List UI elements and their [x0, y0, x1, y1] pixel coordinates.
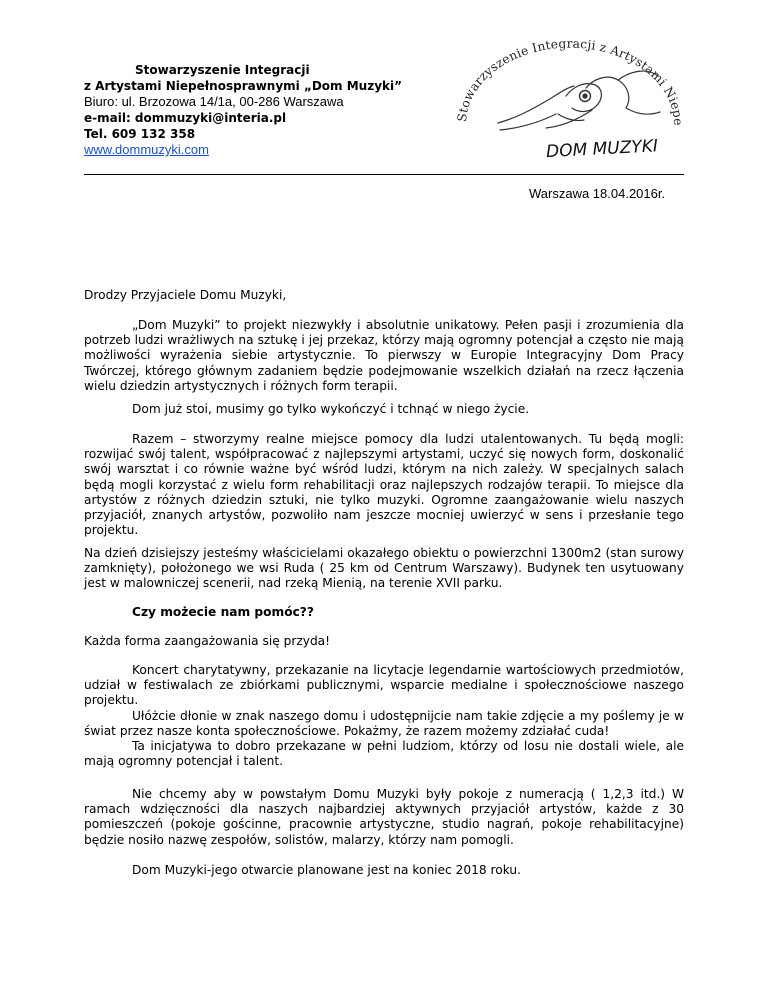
dom-muzyki-logo — [436, 18, 686, 178]
paragraph-4 — [84, 546, 684, 592]
paragraph-6-text: Koncert charytatywny, przekazanie na licytacje legendarnie wartościowych przedmiotów, udział w festiwalach ze zbiórkami publicznymi, wsparcie medialne i społecznościowe naszego projektu. — [84, 663, 684, 708]
paragraph-7-text: Ułóżcie dłonie w znak naszego domu i udostępnijcie nam takie zdjęcie a my poślemy je w świat przez nasze konta społecznościowe. Pokażmy, że razem możemy zdziałać cuda! — [84, 708, 684, 738]
org-name-line1: Stowarzyszenie Integracji — [135, 63, 310, 77]
paragraph-9-text: Nie chcemy aby w powstałym Domu Muzyki były pokoje z numeracją ( 1,2,3 itd.) W ramach wdzięczności dla naszych najbardziej aktywnych przyjaciół artystów, każde z 30 pomieszczeń (pokoje gościnne, pracownie artystyczne, studio nagrań, pokoje rehabilitacyjne) będzie nosiło nazwę zespołów, solistów, malarzy, którzy nam pomogli. — [84, 787, 684, 847]
logo-arc-text: Stowarzyszenie Integracji z Artystami Niepe — [454, 36, 686, 126]
header-divider — [84, 174, 684, 175]
greeting-text: Drodzy Przyjaciele Domu Muzyki, — [84, 288, 287, 302]
greeting — [84, 288, 684, 303]
paragraph-5-text: Każda forma zaangażowania się przyda! — [84, 634, 331, 648]
paragraph-10 — [84, 863, 684, 878]
paragraph-8-text: Ta inicjatywa to dobro przekazane w pełni ludziom, którzy od losu nie dostali wiele, ale mają ogromny potencjał i talent. — [84, 739, 684, 769]
org-name-line2: z Artystami Niepełnosprawnymi „Dom Muzyki” — [84, 79, 402, 93]
paragraph-3-text: Razem – stworzymy realne miejsce pomocy dla ludzi utalentowanych. Tu będą mogli: rozwijać swój talent, współpracować z najlepszymi artystami, uczyć się nowych form, doskonalić swój warsztat i co równie ważne być wśród ludzi, którym na nich zależy. W specjalnych salach będą mogli korzystać z wielu form rehabilitacji oraz najlepszych rodzajów terapii. To miejsce dla artystów z różnych dziedzin sztuki, nie tylko muzyki. Ogromne zaangażowanie wielu naszych przyjaciół, znanych artystów, pozwoliło nam jeszcze mocniej uwierzyć w sens i przesłanie tego projektu. — [84, 432, 684, 538]
paragraph-1-text: „Dom Muzyki” to projekt niezwykły i absolutnie unikatowy. Pełen pasji i zrozumienia dla potrzeb ludzi wrażliwych na sztukę i jej przekaz, którzy mają ogromny potencjał a często nie mają możliwości wyrażenia siebie artystycznie. To pierwszy w Europie Integracyjny Dom Pracy Twórczej, którego głównym zadaniem będzie podejmowanie wszelkich działań na rzecz łączenia wielu dziedzin artystycznych i różnych form terapii. — [84, 318, 684, 393]
paragraph-5 — [84, 634, 684, 649]
org-website-link[interactable]: www.dommuzyki.com — [84, 142, 209, 157]
paragraph-2-text: Dom już stoi, musimy go tylko wykończyć i tchnąć w niego życie. — [132, 402, 530, 416]
paragraph-6-8 — [84, 663, 684, 769]
org-email: e-mail: dommuzyki@interia.pl — [84, 111, 287, 125]
letter-date: Warszawa 18.04.2016r. — [529, 186, 666, 201]
paragraph-9 — [84, 787, 684, 848]
paragraph-1 — [84, 318, 684, 394]
logo-title: DOM MUZYKI — [545, 136, 659, 163]
question-text: Czy możecie nam pomóc?? — [132, 605, 314, 619]
org-phone: Tel. 609 132 358 — [84, 127, 196, 141]
paragraph-2 — [84, 402, 684, 417]
hands-icon — [498, 71, 660, 130]
paragraph-10-text: Dom Muzyki-jego otwarcie planowane jest na koniec 2018 roku. — [132, 863, 521, 877]
letterhead — [84, 62, 464, 158]
paragraph-4-text: Na dzień dzisiejszy jesteśmy właścicielami okazałego obiektu o powierzchni 1300m2 (stan surowy zamknięty), położonego we wsi Ruda ( 25 km od Centrum Warszawy). Budynek ten usytuowany jest w malowniczej scenerii, nad rzeką Mienią, na terenie XVII parku. — [84, 546, 684, 591]
org-address: Biuro: ul. Brzozowa 14/1a, 00-286 Warszawa — [84, 94, 344, 109]
question-heading — [84, 605, 684, 620]
paragraph-3 — [84, 432, 684, 538]
